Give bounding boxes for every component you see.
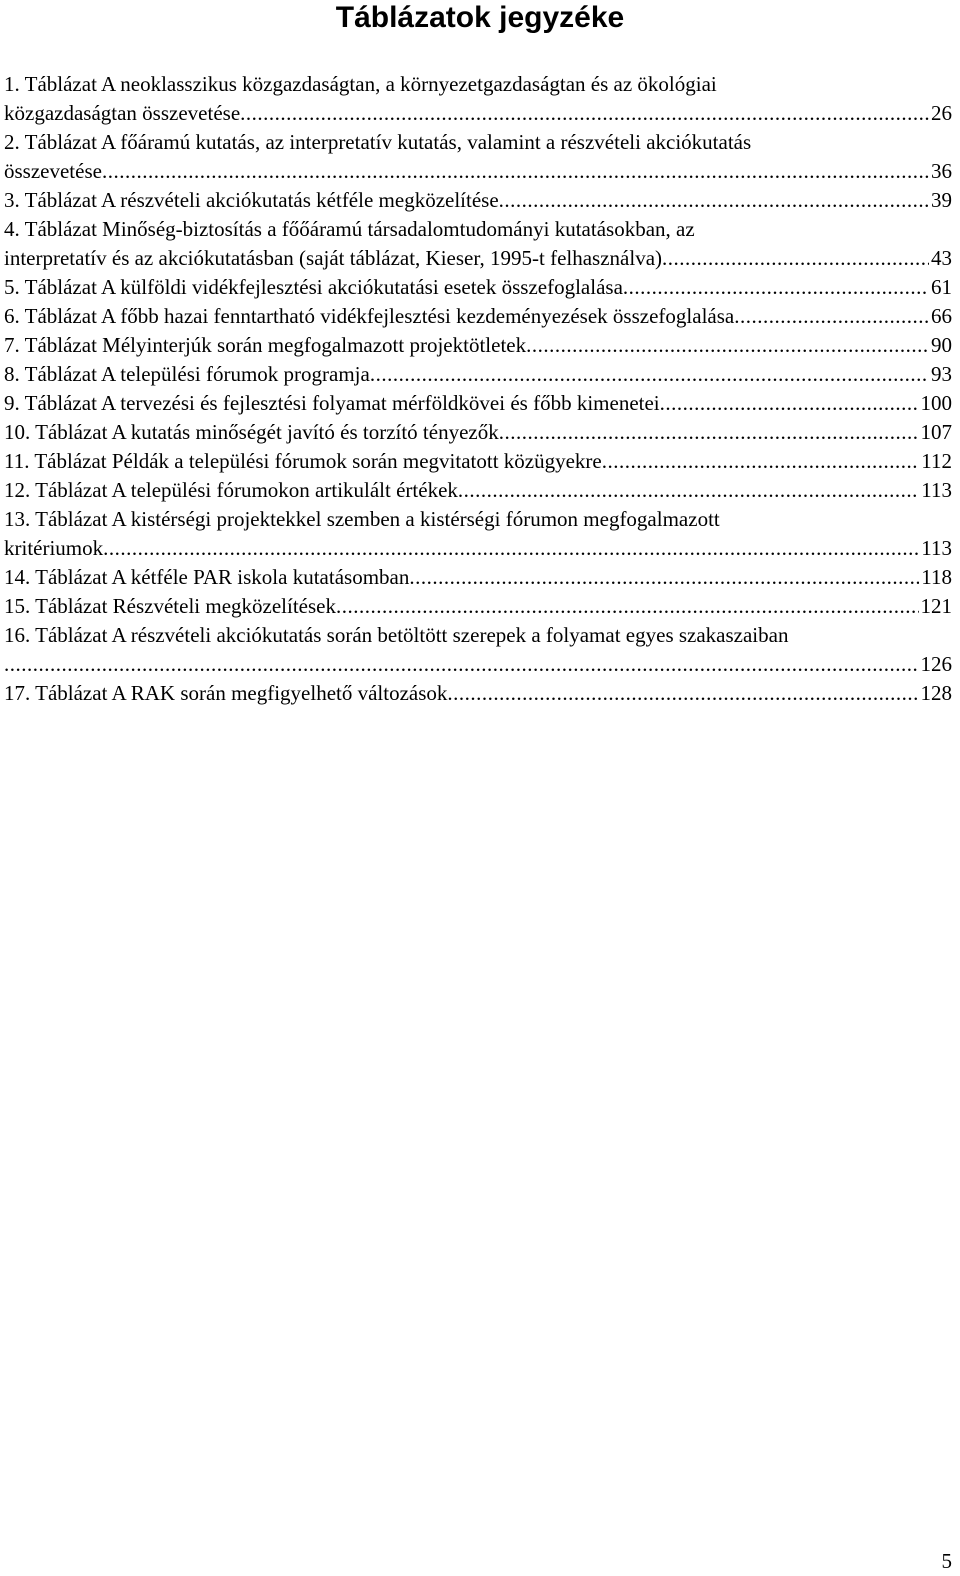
toc-entry-page: 113 [921,536,952,560]
table-of-tables [4,70,952,708]
toc-entry[interactable] [4,128,952,186]
toc-entry-page: 61 [931,275,952,299]
toc-entry-line: 4. Táblázat Minőség-biztosítás a főőáramú társadalomtudományi kutatásokban, az [4,217,695,241]
toc-entry-text: 14. Táblázat A kétféle PAR iskola kutatásomban [4,565,410,589]
toc-entry-page: 39 [931,188,952,212]
toc-entry-final-line [4,679,952,708]
toc-entry-final-line [4,592,952,621]
toc-entry[interactable] [4,592,952,621]
toc-entry-text: 9. Táblázat A tervezési és fejlesztési folyamat mérföldkövei és főbb kimenetei [4,391,660,415]
toc-entry[interactable] [4,360,952,389]
toc-entry[interactable] [4,447,952,476]
toc-entry[interactable] [4,215,952,273]
toc-entry-final-line [4,302,952,331]
toc-entry-page: 66 [931,304,952,328]
toc-entry-text: összevetése [4,159,102,183]
toc-entry-text: 12. Táblázat A települési fórumokon artikulált értékek [4,478,458,502]
dot-leader [103,534,919,563]
dot-leader [660,389,919,418]
toc-entry-text: kritériumok [4,536,104,560]
toc-entry[interactable] [4,476,952,505]
toc-entry-line: 1. Táblázat A neoklasszikus közgazdaságtan, a környezetgazdaságtan és az ökológiai [4,72,717,96]
toc-entry-final-line [4,273,952,302]
toc-entry-text: 3. Táblázat A részvételi akciókutatás kétféle megközelítése [4,188,499,212]
toc-entry-final-line [4,563,952,592]
dot-leader [370,360,929,389]
toc-entry-text: közgazdaságtan összevetése [4,101,241,125]
toc-entry-final-line [4,534,952,563]
toc-entry-page: 26 [931,101,952,125]
dot-leader [602,447,920,476]
toc-entry[interactable] [4,273,952,302]
toc-entry-final-line [4,360,952,389]
toc-entry-page: 107 [920,420,952,444]
toc-entry-final-line [4,389,952,418]
dot-leader [458,476,919,505]
toc-entry-line: 13. Táblázat A kistérségi projektekkel szemben a kistérségi fórumon megfogalmazott [4,507,720,531]
toc-entry[interactable] [4,389,952,418]
toc-entry-text: interpretatív és az akciókutatásban (saját táblázat, Kieser, 1995-t felhasználva) [4,246,663,270]
dot-leader [662,244,929,273]
toc-entry[interactable] [4,621,952,679]
toc-entry-page: 121 [920,594,952,618]
dot-leader [409,563,919,592]
toc-entry[interactable] [4,679,952,708]
dot-leader [240,99,929,128]
dot-leader [499,186,929,215]
toc-entry-final-line [4,476,952,505]
toc-entry-page: 112 [921,449,952,473]
toc-entry-text: 17. Táblázat A RAK során megfigyelhető változások [4,681,448,705]
toc-entry-final-line [4,331,952,360]
toc-entry-page: 36 [931,159,952,183]
toc-entry-page: 128 [920,681,952,705]
toc-entry-final-line [4,418,952,447]
toc-entry-final-line [4,244,952,273]
dot-leader [336,592,919,621]
toc-entry-text: 5. Táblázat A külföldi vidékfejlesztési akciókutatási esetek összefoglalása [4,275,623,299]
toc-entry[interactable] [4,70,952,128]
toc-entry[interactable] [4,563,952,592]
toc-entry[interactable] [4,302,952,331]
toc-entry-final-line [4,99,952,128]
toc-entry-text: 10. Táblázat A kutatás minőségét javító és torzító tényezők [4,420,499,444]
dot-leader [4,650,919,679]
dot-leader [734,302,929,331]
toc-entry-page: 43 [931,246,952,270]
toc-entry-page: 100 [920,391,952,415]
toc-entry-line: 16. Táblázat A részvételi akciókutatás során betöltött szerepek a folyamat egyes szakaszaiban [4,623,789,647]
toc-entry[interactable] [4,505,952,563]
page-number: 5 [941,1549,952,1573]
toc-entry-text: 7. Táblázat Mélyinterjúk során megfogalmazott projektötletek [4,333,527,357]
dot-leader [102,157,929,186]
toc-entry[interactable] [4,186,952,215]
dot-leader [526,331,929,360]
dot-leader [447,679,918,708]
toc-entry[interactable] [4,331,952,360]
toc-entry-page: 118 [921,565,952,589]
toc-entry-text: 15. Táblázat Részvételi megközelítések [4,594,336,618]
toc-entry-final-line [4,157,952,186]
toc-entry-final-line [4,447,952,476]
toc-entry-text: 6. Táblázat A főbb hazai fenntartható vidékfejlesztési kezdeményezések összefoglalása [4,304,735,328]
dot-leader [499,418,919,447]
toc-entry-line: 2. Táblázat A főáramú kutatás, az interpretatív kutatás, valamint a részvételi akciókutatás [4,130,752,154]
toc-entry-text: 8. Táblázat A települési fórumok programja [4,362,370,386]
toc-entry-final-line [4,650,952,679]
toc-entry-page: 113 [921,478,952,502]
toc-entry-final-line [4,186,952,215]
dot-leader [623,273,929,302]
toc-entry-text: 11. Táblázat Példák a települési fórumok során megvitatott közügyekre [4,449,602,473]
toc-entry-page: 90 [931,333,952,357]
toc-entry-page: 126 [920,652,952,676]
toc-entry[interactable] [4,418,952,447]
toc-entry-page: 93 [931,362,952,386]
page-title: Táblázatok jegyzéke [335,1,625,34]
